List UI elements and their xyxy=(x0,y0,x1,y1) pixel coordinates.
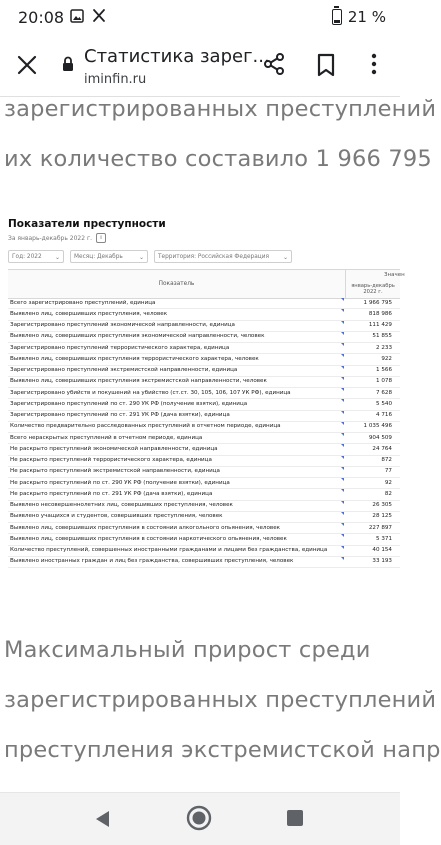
article-text-line: Максимальный прирост среди xyxy=(4,637,371,663)
table-row xyxy=(8,332,400,343)
status-bar xyxy=(0,0,400,34)
row-value: 40 154 xyxy=(372,547,392,553)
table-row xyxy=(8,298,400,309)
row-value: 818 986 xyxy=(368,310,392,317)
row-label: Выявлено лиц, совершивших преступления экономической направленности, человек xyxy=(10,333,265,340)
chevron-down-icon: ⌄ xyxy=(282,254,288,261)
row-marker-icon xyxy=(341,411,344,414)
table-row xyxy=(8,512,400,523)
row-value: 24 764 xyxy=(372,445,392,452)
year-filter-label: Год: 2022 xyxy=(12,254,42,260)
row-label: Не раскрыто преступлений террористического характера, единица xyxy=(10,457,212,463)
row-marker-icon xyxy=(341,478,344,481)
card-subtitle xyxy=(8,233,106,243)
battery-icon xyxy=(332,9,342,25)
row-marker-icon xyxy=(341,557,344,560)
row-label: Зарегистрировано убийств и покушений на убийство (ст.ст. 30, 105, 106, 107 УК РФ), единица xyxy=(10,389,291,396)
row-value: 4 716 xyxy=(375,412,392,418)
row-label: Не раскрыто преступлений по ст. 291 УК РФ (дача взятки), единица xyxy=(10,490,213,497)
browser-toolbar xyxy=(0,34,400,97)
row-marker-icon xyxy=(341,512,344,515)
row-label: Зарегистрировано преступлений по ст. 290 УК РФ (получение взятки), единица xyxy=(10,400,248,407)
row-value: 33 193 xyxy=(372,558,392,565)
column-header-value: Значен xyxy=(384,272,405,278)
battery-level: 21 % xyxy=(347,8,386,26)
row-value: 1 078 xyxy=(375,378,392,385)
table-row xyxy=(8,456,400,467)
notification-icons xyxy=(70,9,106,23)
row-value: 1 035 496 xyxy=(363,423,392,430)
table-row xyxy=(8,422,400,433)
row-label: Выявлено несовершеннолетних лиц, совершивших преступления, человек xyxy=(10,502,233,508)
lock-icon xyxy=(62,56,74,72)
table-row xyxy=(8,534,400,545)
row-label: Выявлено лиц, совершивших преступления в состоянии наркотического опьянения, человек xyxy=(10,535,287,542)
row-marker-icon xyxy=(341,501,344,504)
row-value: 904 509 xyxy=(368,434,392,441)
row-marker-icon xyxy=(341,354,344,357)
back-icon[interactable] xyxy=(93,809,111,829)
row-marker-icon xyxy=(341,388,344,391)
period-label: За январь-декабрь 2022 г. xyxy=(8,234,93,242)
territory-filter-label: Территория: Российская Федерация xyxy=(158,254,269,260)
row-label: Выявлено учащихся и студентов, совершивших преступления, человек xyxy=(10,513,223,520)
row-marker-icon xyxy=(341,433,344,436)
row-marker-icon xyxy=(341,343,344,346)
row-label: Выявлено лиц, совершивших преступления, человек xyxy=(10,310,168,317)
row-marker-icon xyxy=(341,523,344,526)
row-value: 77 xyxy=(384,468,392,475)
table-body xyxy=(8,298,400,568)
row-marker-icon xyxy=(341,422,344,425)
row-value: 872 xyxy=(381,457,392,463)
row-marker-icon xyxy=(341,298,344,301)
row-value: 5 371 xyxy=(375,535,392,542)
chevron-down-icon: ⌄ xyxy=(54,254,60,261)
article-text-line: преступления экстремистской напр xyxy=(4,737,441,763)
crime-stats-card[interactable] xyxy=(0,212,405,592)
row-marker-icon xyxy=(341,546,344,549)
row-value: 1 566 xyxy=(375,367,392,373)
row-label: Зарегистрировано преступлений террористического характера, единица xyxy=(10,344,230,351)
year-filter[interactable] xyxy=(8,250,64,263)
status-time: 20:08 xyxy=(18,8,65,27)
home-icon[interactable] xyxy=(186,805,212,831)
restaurant-icon xyxy=(92,9,106,23)
table-row xyxy=(8,501,400,512)
month-filter[interactable] xyxy=(70,250,148,263)
row-marker-icon xyxy=(341,321,344,324)
row-value: 26 305 xyxy=(372,502,392,508)
table-row xyxy=(8,399,400,410)
card-title: Показатели преступности xyxy=(8,218,166,230)
row-marker-icon xyxy=(341,309,344,312)
table-row xyxy=(8,546,400,557)
row-label: Зарегистрировано преступлений экономической направленности, единица xyxy=(10,322,235,328)
row-marker-icon xyxy=(341,489,344,492)
info-icon[interactable]: i xyxy=(96,233,106,243)
bookmark-icon[interactable] xyxy=(316,53,336,77)
table-row xyxy=(8,489,400,500)
row-value: 111 429 xyxy=(368,322,392,328)
territory-filter[interactable] xyxy=(154,250,292,263)
row-label: Всего зарегистрировано преступлений, единица xyxy=(10,299,156,306)
row-value: 51 855 xyxy=(372,333,392,340)
row-marker-icon xyxy=(341,456,344,459)
table-row xyxy=(8,467,400,478)
row-label: Зарегистрировано преступлений экстремистской направленности, единица xyxy=(10,367,238,373)
row-label: Зарегистрировано преступлений по ст. 291 УК РФ (дача взятки), единица xyxy=(10,412,230,418)
row-value: 7 628 xyxy=(375,389,392,396)
share-icon[interactable] xyxy=(262,52,286,76)
column-header-indicator: Показатель xyxy=(8,270,346,298)
row-marker-icon xyxy=(341,332,344,335)
image-icon xyxy=(70,9,84,23)
table-row xyxy=(8,433,400,444)
row-label: Не раскрыто преступлений экстремистской направленности, единица xyxy=(10,468,220,475)
article-text-line: зарегистрированных преступлений xyxy=(4,687,437,713)
article-text-line: их количество составило 1 966 795 xyxy=(4,146,432,172)
table-row xyxy=(8,478,400,489)
table-row xyxy=(8,377,400,388)
close-icon[interactable] xyxy=(16,54,38,76)
row-value: 922 xyxy=(381,355,392,362)
row-label: Выявлено лиц, совершивших преступления террористического характера, человек xyxy=(10,355,259,362)
table-row xyxy=(8,354,400,365)
row-label: Количество преступлений, совершенных иностранными гражданами и лицами без гражданства, единица xyxy=(10,547,328,553)
table-row xyxy=(8,444,400,455)
row-marker-icon xyxy=(341,444,344,447)
row-marker-icon xyxy=(341,377,344,380)
page-domain[interactable]: iminfin.ru xyxy=(84,72,147,87)
row-value: 2 233 xyxy=(375,344,392,351)
row-marker-icon xyxy=(341,534,344,537)
recents-icon[interactable] xyxy=(287,810,303,826)
row-marker-icon xyxy=(341,366,344,369)
row-label: Всего нераскрытых преступлений в отчетном периоде, единица xyxy=(10,434,203,441)
table-row xyxy=(8,309,400,320)
table-row xyxy=(8,557,400,568)
row-label: Выявлено лиц, совершивших преступления в состоянии алкогольного опьянения, человек xyxy=(10,524,281,531)
row-value: 82 xyxy=(384,490,392,497)
row-label: Не раскрыто преступлений экономической направленности, единица xyxy=(10,445,218,452)
row-label: Выявлено лиц, совершивших преступления экстремистской направленности, человек xyxy=(10,378,267,385)
row-value: 28 125 xyxy=(372,513,392,520)
table-row xyxy=(8,411,400,422)
row-label: Не раскрыто преступлений по ст. 290 УК РФ (получение взятки), единица xyxy=(10,479,230,486)
month-filter-label: Месяц: Декабрь xyxy=(74,254,123,260)
row-marker-icon xyxy=(341,467,344,470)
chevron-down-icon: ⌄ xyxy=(138,254,144,261)
more-vert-icon[interactable] xyxy=(366,52,382,76)
row-value: 227 897 xyxy=(368,524,392,531)
table-row xyxy=(8,321,400,332)
row-label: Количество предварительно расследованных преступлений в отчетном периоде, единица xyxy=(10,423,281,430)
row-value: 92 xyxy=(384,479,392,486)
row-value: 5 540 xyxy=(375,400,392,407)
table-row xyxy=(8,366,400,377)
column-header-period: январь-декабрь 2022 г. xyxy=(351,283,395,295)
table-row xyxy=(8,343,400,354)
system-nav-bar xyxy=(0,792,400,845)
table-row xyxy=(8,388,400,399)
page-title[interactable]: Статистика зарег... xyxy=(84,46,270,67)
row-label: Выявлено иностранных граждан и лиц без гражданства, совершивших преступления, человек xyxy=(10,558,294,565)
row-value: 1 966 795 xyxy=(363,299,392,306)
status-right xyxy=(332,8,386,26)
row-marker-icon xyxy=(341,399,344,402)
table-row xyxy=(8,523,400,534)
article-text-line: зарегистрированных преступлений xyxy=(4,96,437,122)
table-header xyxy=(8,269,405,299)
